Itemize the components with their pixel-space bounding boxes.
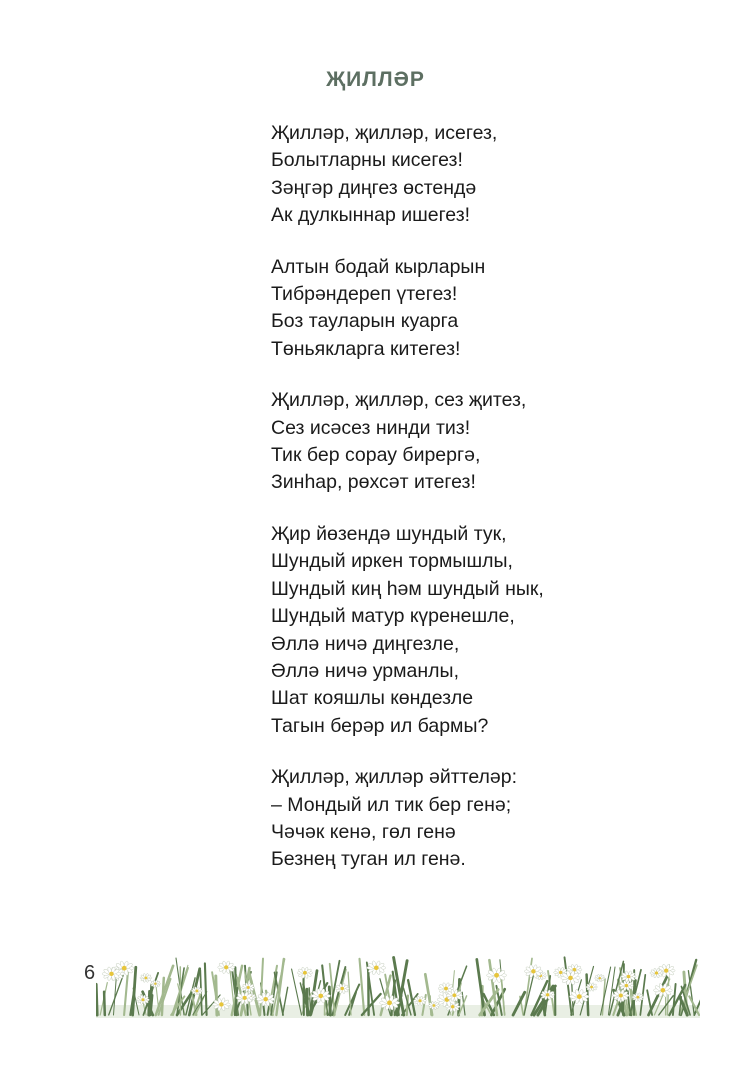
poem-line: Сез исәсез нинди тиз! bbox=[271, 416, 471, 439]
daisy-flower bbox=[367, 960, 386, 975]
poem-line: Безнең туган ил генә. bbox=[271, 848, 466, 871]
grass-blade bbox=[587, 975, 589, 1016]
poem-line: Зәңгәр диңгез өстендә bbox=[271, 176, 477, 199]
stanza bbox=[271, 521, 731, 740]
poem-line: Болытларны кисегез! bbox=[271, 149, 463, 172]
poem-line: Алтын бодай кырларын bbox=[271, 255, 486, 278]
poem-line: Шундый матур күренешле, bbox=[271, 605, 515, 628]
daisy-flower bbox=[595, 974, 605, 982]
poem-line: Боз тауларын куарга bbox=[271, 310, 459, 333]
grass-blade bbox=[307, 989, 308, 1015]
daisy-flower bbox=[297, 967, 312, 979]
poem-line: Җилләр, җилләр әйттеләр: bbox=[271, 766, 518, 789]
poem-line: Шундый иркен тормышлы, bbox=[271, 550, 513, 573]
poem-line: Шундый киң һәм шундый нык, bbox=[271, 577, 544, 600]
poem-line: Ак дулкыннар ишегез! bbox=[271, 204, 471, 227]
poem-line: Төньякларга китегез! bbox=[271, 337, 461, 360]
daisy-flower bbox=[140, 973, 152, 982]
stanza bbox=[271, 387, 731, 497]
grass-blade bbox=[96, 984, 97, 1015]
poem-line: Зинһар, рөхсәт итегез! bbox=[271, 471, 476, 494]
grass-blade bbox=[104, 992, 105, 1015]
poem-line: Тагын берәр ил бармы? bbox=[271, 714, 489, 737]
stanza bbox=[271, 254, 731, 364]
grass-blade bbox=[329, 987, 330, 1015]
poem-line: Җир йөзендә шундый тук, bbox=[271, 522, 507, 545]
poem-line: Тибрәндереп үтегез! bbox=[271, 283, 458, 306]
poem-line: Тик бер сорау бирергә, bbox=[271, 444, 481, 467]
poem-line: – Мондый ил тик бер генә; bbox=[271, 793, 512, 816]
poem-line: Әллә ничә урманлы, bbox=[271, 659, 459, 682]
poem-line: Җилләр, җилләр, сез җитез, bbox=[271, 389, 527, 412]
poem-line: Чәчәк кенә, гөл генә bbox=[271, 820, 456, 843]
stanza bbox=[271, 120, 731, 230]
poem-line: Җилләр, җилләр, исегез, bbox=[271, 122, 498, 144]
daisy-meadow-illustration bbox=[96, 945, 700, 1018]
stanza bbox=[271, 764, 731, 874]
page-number: 6 bbox=[84, 962, 96, 984]
poem-title: ҖИЛЛӘР bbox=[326, 68, 425, 91]
poem-body bbox=[271, 120, 731, 898]
poem-line: Әллә ничә диңгезле, bbox=[271, 632, 460, 655]
poem-line: Шат кояшлы көндезле bbox=[271, 687, 474, 710]
